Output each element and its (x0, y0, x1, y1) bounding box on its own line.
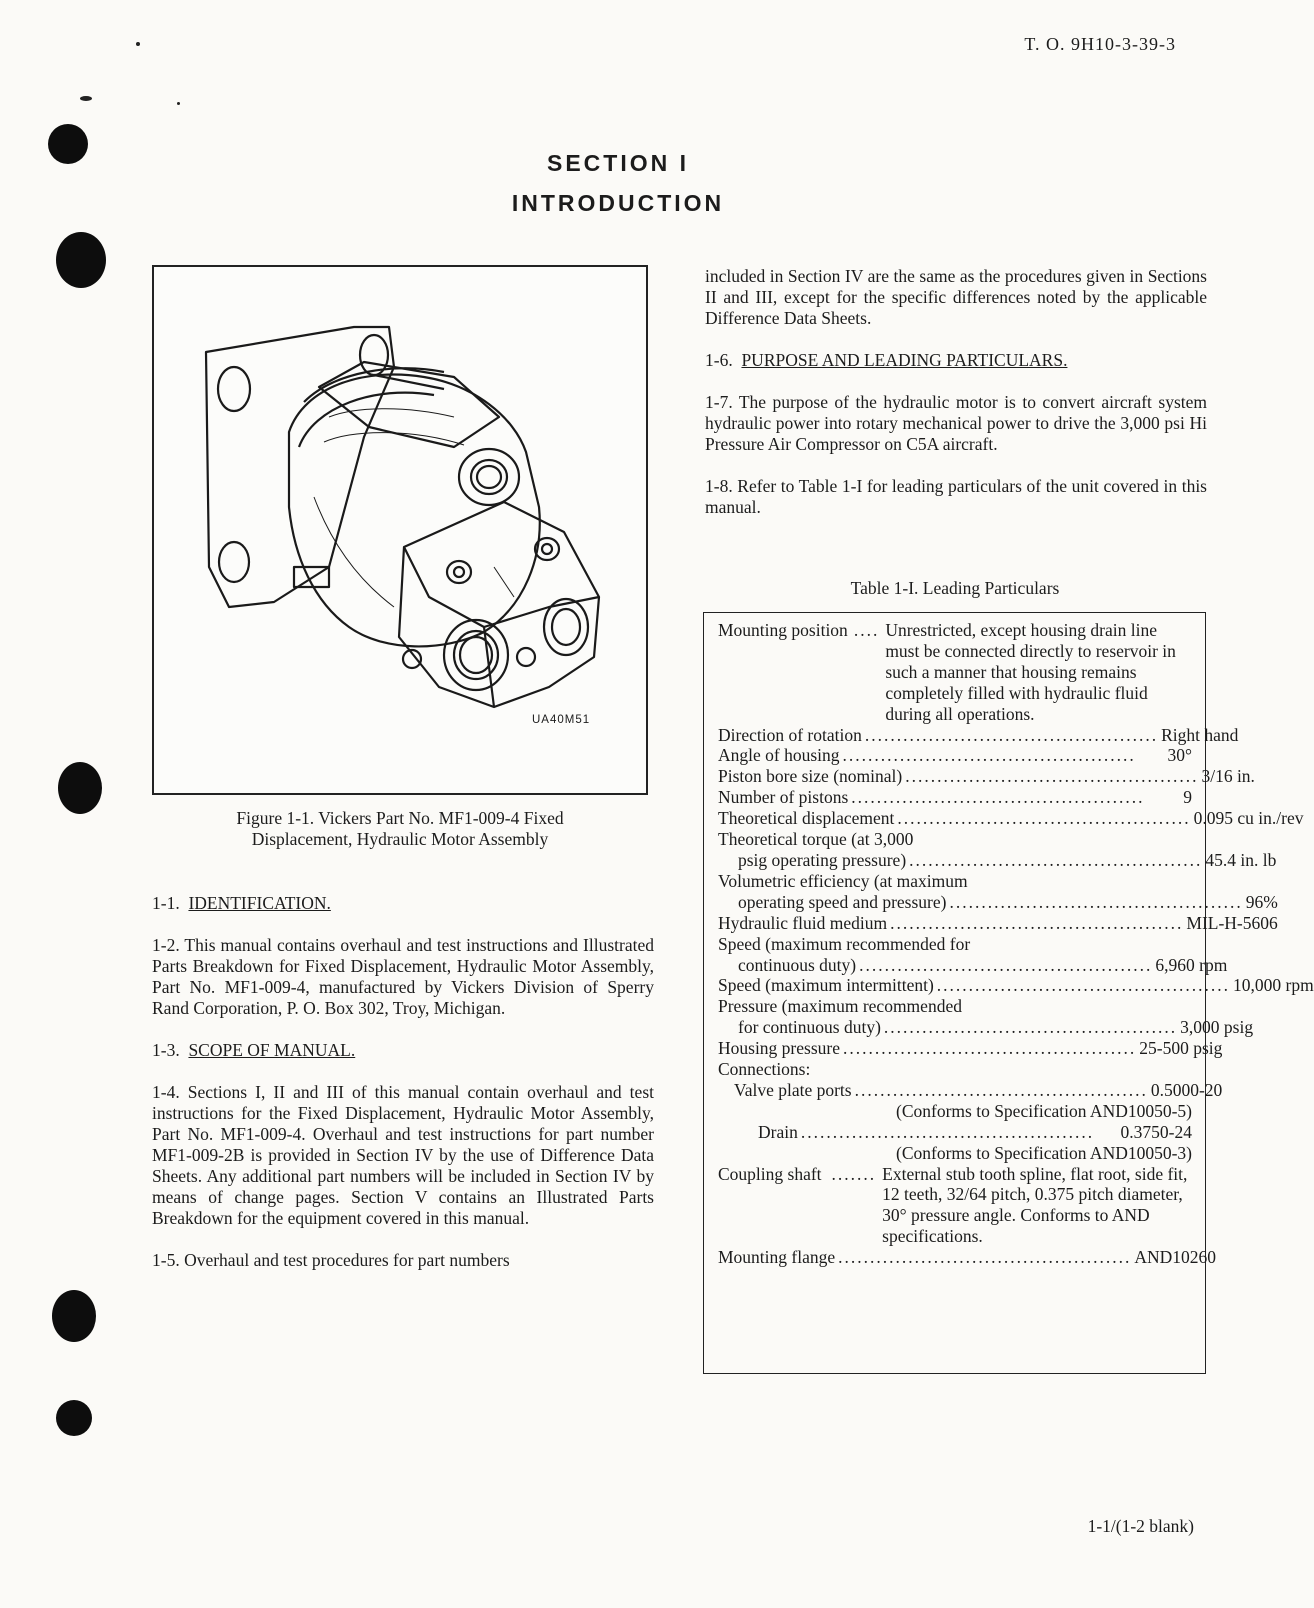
heading-purpose: PURPOSE AND LEADING PARTICULARS. (741, 350, 1068, 370)
table-caption: Table 1-I. Leading Particulars (850, 578, 1060, 598)
row-leader: .............................................. (838, 1247, 1132, 1268)
row-value: External stub tooth spline, flat root, side fit, 12 teeth, 32/64 pitch, 0.375 pitch diameter, 30° pressure angle. Conforms to AND specifications. (882, 1163, 1188, 1247)
row-value: Right hand (1161, 724, 1239, 745)
row-label: Speed (maximum intermittent) (718, 975, 934, 996)
row-label: Direction of rotation (718, 724, 862, 745)
page-number: 1-1/(1-2 blank) (1087, 1516, 1194, 1536)
row-leader: .............................................. (909, 849, 1203, 870)
row-leader: .............................................. (800, 1121, 1095, 1142)
heading-identification: IDENTIFICATION. (188, 893, 331, 913)
paragraph-number: 1-6. (705, 350, 733, 370)
table-row-fluid (718, 912, 1278, 934)
row-label: Drain (758, 1121, 798, 1142)
speck (177, 102, 180, 105)
row-leader: .............................................. (851, 787, 1145, 808)
row-value: 9 (1183, 787, 1192, 808)
figure-caption-line2: Displacement, Hydraulic Motor Assembly (251, 829, 549, 849)
table-row-pressure (718, 1017, 1254, 1038)
row-label: Mounting position (718, 620, 848, 640)
row-value: 0.095 cu in./rev (1193, 808, 1304, 829)
table-row-torque-label (718, 829, 1192, 850)
figure-caption (152, 808, 648, 850)
row-label: Angle of housing (718, 745, 840, 766)
paragraph-1-5: 1-5. Overhaul and test procedures for part numbers (152, 1250, 510, 1270)
table-row-pressure-label (718, 996, 1192, 1017)
row-leader: ....... (831, 1163, 877, 1184)
binder-hole-4 (52, 1290, 96, 1342)
row-value: 6,960 rpm (1155, 954, 1228, 975)
figure-id-label: UA40M51 (532, 714, 591, 726)
row-label: Connections: (718, 1059, 811, 1080)
table-row-connections (718, 1059, 1192, 1080)
row-label: Valve plate ports (734, 1079, 852, 1100)
section-subtitle: INTRODUCTION (511, 190, 725, 216)
paragraph-1-2: 1-2. This manual contains overhaul and test instructions and Illustrated Parts Breakdown for Fixed Displacement, Hydraulic Motor Assembly, Part No. MF1-009-4, manufactured by Vickers Division of Sperry Rand Corporation, P. O. Box 302, Troy, Michigan. (152, 935, 654, 1018)
row-label: continuous duty) (738, 954, 857, 975)
row-value: 3,000 psig (1180, 1017, 1254, 1038)
leading-particulars-table (703, 612, 1314, 1374)
table-row-mounting-flange (718, 1247, 1217, 1268)
row-leader: .... (853, 620, 880, 640)
left-column (152, 893, 654, 1292)
table-row-housing-pressure (718, 1038, 1223, 1059)
row-leader: .............................................. (949, 891, 1243, 912)
to-number: T. O. 9H10-3-39-3 (1024, 34, 1176, 54)
row-leader: .............................................. (842, 745, 1136, 766)
row-label: Theoretical torque (at 3,000 (718, 829, 914, 850)
row-label: Coupling shaft (718, 1163, 822, 1184)
heading-scope: SCOPE OF MANUAL. (188, 1040, 356, 1060)
figure-caption-line1: Figure 1-1. Vickers Part No. MF1-009-4 Fixed (236, 808, 564, 828)
row-leader: .............................................. (897, 808, 1191, 829)
row-label: Housing pressure (718, 1038, 840, 1059)
paragraph-number: 1-1. (152, 893, 180, 913)
table-row (718, 745, 1192, 766)
row-value: 25-500 psig (1139, 1038, 1223, 1059)
table-row-drain (718, 1122, 1192, 1143)
row-leader: .............................................. (854, 1079, 1148, 1100)
binder-hole-3 (58, 762, 102, 814)
row-leader: .............................................. (859, 954, 1153, 975)
paragraph-1-7: 1-7. The purpose of the hydraulic motor is to convert aircraft system hydraulic power into rotary mechanical power to drive the 3,000 psi Hi Pressure Air Compressor on C5A aircraft. (705, 392, 1207, 454)
row-leader: .............................................. (883, 1017, 1178, 1038)
table-row-coupling-shaft (718, 1164, 1192, 1248)
row-value: 30° (1167, 745, 1192, 766)
row-label: operating speed and pressure) (738, 891, 947, 912)
binder-hole-2 (56, 232, 106, 288)
row-label: Piston bore size (nominal) (718, 766, 903, 787)
row-leader: .............................................. (936, 975, 1231, 996)
speck (80, 96, 92, 101)
table-row-torque (718, 849, 1277, 871)
table-row-speed-label (718, 934, 1192, 955)
table-row (718, 808, 1304, 829)
row-value: 3/16 in. (1201, 766, 1255, 787)
table-row-mounting-position (718, 620, 1192, 725)
table-row-speed (718, 954, 1228, 976)
table-row (718, 724, 1239, 746)
row-value: 10,000 rpm (1233, 975, 1314, 996)
table-row-valve-ports (718, 1079, 1223, 1101)
row-label: Number of pistons (718, 787, 849, 808)
row-value: MIL-H-5606 (1186, 912, 1278, 933)
paragraph-number: 1-3. (152, 1040, 180, 1060)
heading-1-6 (705, 350, 1207, 371)
row-label: Mounting flange (718, 1247, 836, 1268)
row-value: 0.5000-20 (1150, 1079, 1223, 1100)
row-value: 0.3750-24 (1120, 1121, 1192, 1142)
row-label: psig operating pressure) (738, 849, 907, 870)
row-label: Theoretical displacement (718, 808, 895, 829)
heading-1-1 (152, 893, 654, 914)
binder-hole-5 (56, 1400, 92, 1436)
table-row-volumetric (718, 891, 1278, 913)
table-row (718, 787, 1192, 808)
row-value: 96% (1245, 891, 1278, 912)
row-value: 45.4 in. lb (1205, 849, 1277, 870)
table-row-drain-note: (Conforms to Specification AND10050-3) (896, 1142, 1192, 1163)
table-row-valve-note: (Conforms to Specification AND10050-5) (896, 1100, 1192, 1121)
row-label: Pressure (maximum recommended (718, 996, 962, 1017)
row-value: AND10260 (1134, 1247, 1217, 1268)
row-leader: .............................................. (843, 1038, 1137, 1059)
row-leader: .............................................. (864, 724, 1159, 745)
section-title: SECTION I (546, 150, 689, 176)
row-label: Hydraulic fluid medium (718, 912, 888, 933)
row-leader: .............................................. (890, 912, 1184, 933)
row-label: for continuous duty) (738, 1017, 881, 1038)
row-label: Volumetric efficiency (at maximum (718, 870, 968, 891)
table-row (718, 766, 1255, 787)
row-value: Unrestricted, except housing drain line must be connected directly to reservoir in such a manner that housing remains completely filled with hydraulic fluid during all operations. (885, 620, 1176, 724)
paragraph-1-8: 1-8. Refer to Table 1-I for leading particulars of the unit covered in this manual. (705, 476, 1207, 517)
table-row-speed-intermittent (718, 975, 1314, 996)
speck (136, 42, 140, 46)
heading-1-3 (152, 1040, 654, 1061)
right-column (705, 266, 1207, 539)
paragraph-1-4: 1-4. Sections I, II and III of this manual contain overhaul and test instructions for the Fixed Displacement, Hydraulic Motor Assembly, Part No. MF1-009-4. Overhaul and test instructions for part number MF1-009-2B is provided in Section IV by the use of Difference Data Sheets. Any additional part numbers will be included in Section IV by means of change pages. Section V contains an Illustrated Parts Breakdown for the equipment covered in this manual. (152, 1082, 654, 1228)
row-leader: .............................................. (905, 766, 1199, 787)
paragraph-1-5-continued: included in Section IV are the same as the procedures given in Sections II and III, except for the specific differences noted by the applicable Difference Data Sheets. (705, 266, 1207, 328)
row-label: Speed (maximum recommended for (718, 933, 971, 954)
table-row-volumetric-label (718, 871, 1192, 892)
